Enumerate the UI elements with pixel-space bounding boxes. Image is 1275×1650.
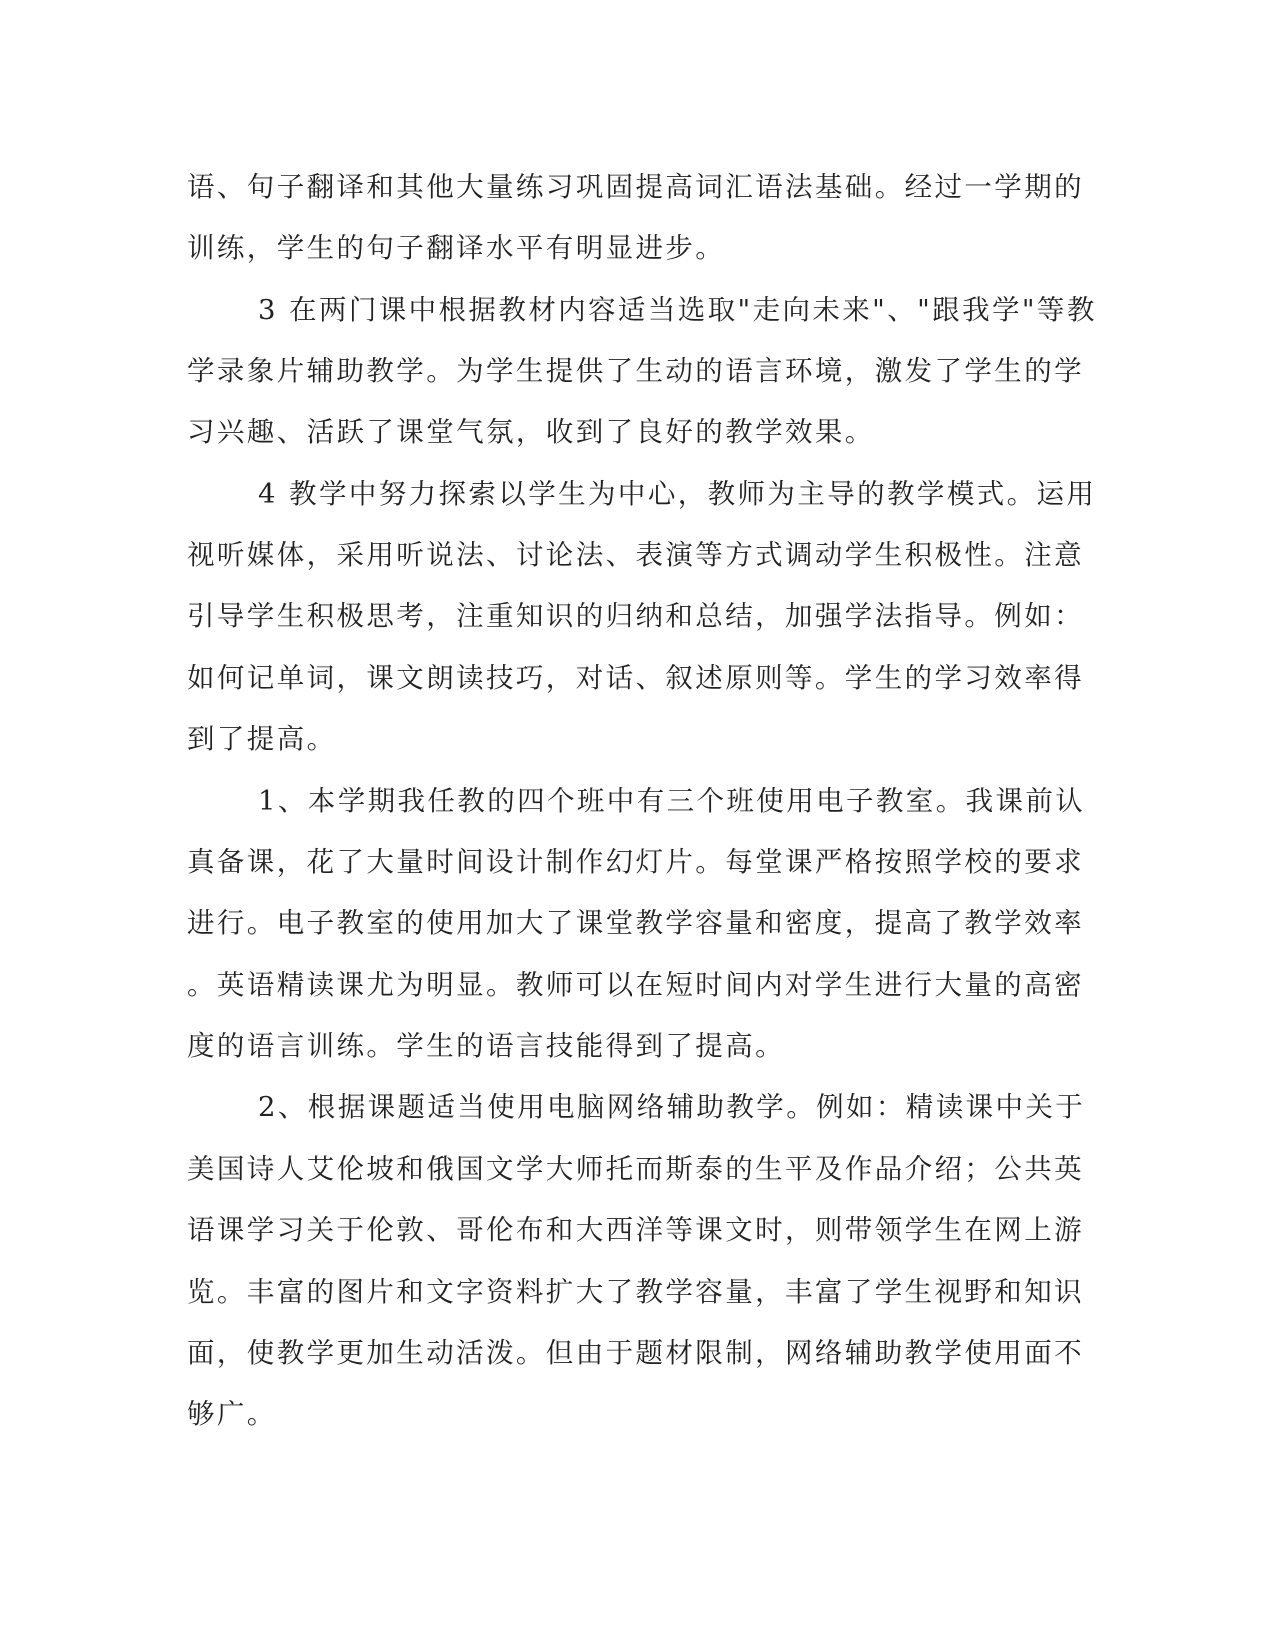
- text-line: 视听媒体，采用听说法、讨论法、表演等方式调动学生积极性。注意: [187, 539, 1084, 571]
- text-line: 3 在两门课中根据教材内容适当选取"走向未来"、"跟我学"等教: [258, 294, 1097, 326]
- text-line: 训练，学生的句子翻译水平有明显进步。: [187, 232, 726, 264]
- text-line: 美国诗人艾伦坡和俄国文学大师托而斯泰的生平及作品介绍；公共英: [187, 1153, 1084, 1185]
- text-line: 1、本学期我任教的四个班中有三个班使用电子教室。我课前认: [258, 785, 1086, 817]
- text-line: 引导学生积极思考，注重知识的归纳和总结，加强学法指导。例如：: [187, 600, 1084, 632]
- text-line: 语、句子翻译和其他大量练习巩固提高词汇语法基础。经过一学期的: [187, 171, 1084, 203]
- text-line: 语课学习关于伦敦、哥伦布和大西洋等课文时，则带领学生在网上游: [187, 1214, 1084, 1246]
- text-line: 4 教学中努力探索以学生为中心，教师为主导的教学模式。运用: [258, 478, 1097, 510]
- text-line: 到了提高。: [187, 723, 337, 755]
- text-line: 面，使教学更加生动活泼。但由于题材限制，网络辅助教学使用面不: [187, 1337, 1084, 1369]
- text-line: 览。丰富的图片和文字资料扩大了教学容量，丰富了学生视野和知识: [187, 1276, 1084, 1308]
- text-line: 。英语精读课尤为明显。教师可以在短时间内对学生进行大量的高密: [187, 969, 1084, 1001]
- text-line: 进行。电子教室的使用加大了课堂教学容量和密度，提高了教学效率: [187, 907, 1084, 939]
- text-line: 2、根据课题适当使用电脑网络辅助教学。例如：精读课中关于: [258, 1091, 1086, 1123]
- text-line: 真备课，花了大量时间设计制作幻灯片。每堂课严格按照学校的要求: [187, 846, 1084, 878]
- text-line: 习兴趣、活跃了课堂气氛，收到了良好的教学效果。: [187, 416, 875, 448]
- text-line: 度的语言训练。学生的语言技能得到了提高。: [187, 1030, 785, 1062]
- text-line: 如何记单词，课文朗读技巧，对话、叙述原则等。学生的学习效率得: [187, 662, 1084, 694]
- text-line: 够广。: [187, 1398, 277, 1430]
- text-line: 学录象片辅助教学。为学生提供了生动的语言环境，激发了学生的学: [187, 355, 1084, 387]
